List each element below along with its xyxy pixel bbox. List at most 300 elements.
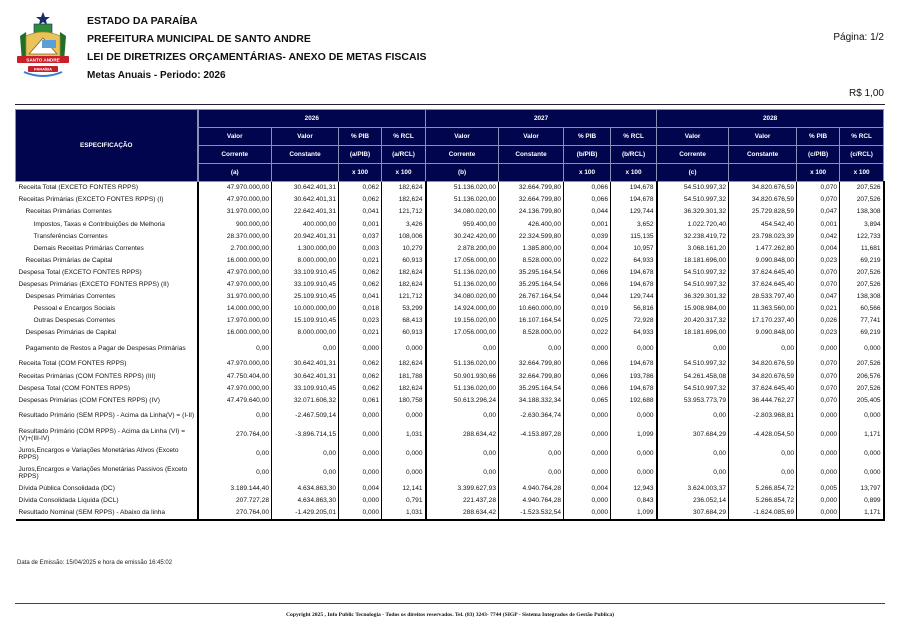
- row-label: Despesa Total (COM FONTES RPPS): [16, 382, 198, 394]
- column-header: Valor: [729, 128, 797, 146]
- cell-value: 17.056.000,00: [426, 255, 499, 267]
- cell-value: 36.329.301,32: [657, 206, 729, 218]
- cell-value: 0,062: [339, 370, 382, 382]
- cell-value: 194,678: [611, 279, 657, 291]
- row-label: Resultado Nominal (SEM RPPS) - Abaixo da linha: [16, 507, 198, 520]
- cell-value: 34.820.676,59: [729, 194, 797, 206]
- cell-value: 0,066: [564, 182, 611, 195]
- cell-value: 307.684,29: [657, 426, 729, 445]
- cell-value: 33.109.910,45: [272, 382, 339, 394]
- cell-value: 51.136.020,00: [426, 182, 499, 195]
- cell-value: 0,022: [564, 255, 611, 267]
- cell-value: -1.523.532,54: [499, 507, 564, 520]
- cell-value: 16.107.164,54: [499, 315, 564, 327]
- cell-value: 0,00: [657, 445, 729, 464]
- cell-value: 23.798.023,39: [729, 230, 797, 242]
- cell-value: 15.908.984,00: [657, 303, 729, 315]
- table-row: [16, 230, 884, 242]
- cell-value: 1,099: [611, 507, 657, 520]
- cell-value: 0,003: [339, 242, 382, 254]
- column-header: (c/RCL): [840, 146, 884, 164]
- cell-value: 0,018: [339, 303, 382, 315]
- cell-value: 0,000: [840, 407, 884, 426]
- cell-value: 0,000: [797, 507, 840, 520]
- cell-value: 138,308: [840, 206, 884, 218]
- cell-value: 0,023: [339, 315, 382, 327]
- column-header: % PIB: [797, 128, 840, 146]
- cell-value: -4.153.897,28: [499, 426, 564, 445]
- column-header: x 100: [382, 164, 426, 182]
- cell-value: 0,044: [564, 291, 611, 303]
- column-header: (a/PIB): [339, 146, 382, 164]
- cell-value: 0,062: [339, 358, 382, 370]
- row-label: Despesa Total (EXCETO FONTES RPPS): [16, 267, 198, 279]
- cell-value: 0,899: [840, 495, 884, 507]
- cell-value: 36.444.762,27: [729, 395, 797, 407]
- cell-value: 0,001: [564, 218, 611, 230]
- cell-value: 31.970.000,00: [198, 291, 272, 303]
- cell-value: 206,576: [840, 370, 884, 382]
- cell-value: 9.090.848,00: [729, 327, 797, 339]
- cell-value: 0,00: [499, 339, 564, 358]
- cell-value: 60,913: [382, 327, 426, 339]
- table-row: [16, 218, 884, 230]
- cell-value: 0,047: [797, 206, 840, 218]
- cell-value: 34.188.332,34: [499, 395, 564, 407]
- cell-value: 122,733: [840, 230, 884, 242]
- cell-value: 54.510.997,32: [657, 279, 729, 291]
- cell-value: 28.370.000,00: [198, 230, 272, 242]
- cell-value: 0,000: [382, 339, 426, 358]
- cell-value: 30.642.401,31: [272, 194, 339, 206]
- column-header: % RCL: [611, 128, 657, 146]
- table-row: [16, 267, 884, 279]
- column-header: [272, 164, 339, 182]
- cell-value: 207,526: [840, 182, 884, 195]
- cell-value: 0,000: [840, 445, 884, 464]
- cell-value: 37.624.645,40: [729, 267, 797, 279]
- cell-value: 0,041: [339, 206, 382, 218]
- cell-value: 900.000,00: [198, 218, 272, 230]
- cell-value: 115,135: [611, 230, 657, 242]
- cell-value: 3,652: [611, 218, 657, 230]
- cell-value: 0,000: [382, 464, 426, 483]
- cell-value: 0,000: [564, 445, 611, 464]
- cell-value: 51.136.020,00: [426, 194, 499, 206]
- cell-value: 34.820.676,59: [729, 358, 797, 370]
- cell-value: 0,070: [797, 370, 840, 382]
- table-row: [16, 464, 884, 483]
- cell-value: 10,957: [611, 242, 657, 254]
- cell-value: 0,000: [382, 407, 426, 426]
- column-header: x 100: [797, 164, 840, 182]
- cell-value: 182,624: [382, 182, 426, 195]
- cell-value: -1.429.205,01: [272, 507, 339, 520]
- cell-value: 13,797: [840, 483, 884, 495]
- cell-value: 0,062: [339, 267, 382, 279]
- cell-value: 0,00: [198, 407, 272, 426]
- cell-value: 47.970.000,00: [198, 279, 272, 291]
- cell-value: 221.437,28: [426, 495, 499, 507]
- cell-value: 288.634,42: [426, 426, 499, 445]
- cell-value: 129,744: [611, 206, 657, 218]
- cell-value: 22.642.401,31: [272, 206, 339, 218]
- cell-value: 15.109.910,45: [272, 315, 339, 327]
- cell-value: 181,788: [382, 370, 426, 382]
- cell-value: 0,047: [797, 291, 840, 303]
- cell-value: 0,039: [564, 230, 611, 242]
- cell-value: 0,00: [198, 464, 272, 483]
- cell-value: 307.684,29: [657, 507, 729, 520]
- cell-value: 2.878.200,00: [426, 242, 499, 254]
- cell-value: 32.664.799,80: [499, 194, 564, 206]
- cell-value: 68,413: [382, 315, 426, 327]
- cell-value: 0,037: [339, 230, 382, 242]
- table-row: [16, 445, 884, 464]
- cell-value: 30.642.401,31: [272, 358, 339, 370]
- row-label: Pagamento de Restos a Pagar de Despesas Primárias: [16, 339, 198, 358]
- cell-value: 54.510.997,32: [657, 267, 729, 279]
- cell-value: 0,022: [564, 327, 611, 339]
- cell-value: 8.000.000,00: [272, 255, 339, 267]
- row-label: Dívida Consolidada Líquida (DCL): [16, 495, 198, 507]
- cell-value: 33.109.910,45: [272, 279, 339, 291]
- cell-value: 1.385.800,00: [499, 242, 564, 254]
- cell-value: 205,405: [840, 395, 884, 407]
- cell-value: 207,526: [840, 358, 884, 370]
- cell-value: 0,000: [797, 495, 840, 507]
- cell-value: 0,070: [797, 395, 840, 407]
- cell-value: 400.000,00: [272, 218, 339, 230]
- row-label: Despesas Primárias (COM FONTES RPPS) (IV): [16, 395, 198, 407]
- copyright-notice: Copyright 2025 , Info Public Tecnologia - Todos os direitos reservados. Tel. (83) 3243- 7744 (SIGP - Sistema Integrados de Gestão Publica): [286, 612, 614, 618]
- page-number: Página: 1/2: [833, 32, 884, 43]
- cell-value: 0,004: [564, 483, 611, 495]
- row-label: Transferências Correntes: [16, 230, 198, 242]
- cell-value: 50.613.296,24: [426, 395, 499, 407]
- cell-value: 0,00: [272, 339, 339, 358]
- cell-value: 0,00: [426, 339, 499, 358]
- cell-value: 8.000.000,00: [272, 327, 339, 339]
- cell-value: 20.942.401,31: [272, 230, 339, 242]
- cell-value: 270.764,00: [198, 507, 272, 520]
- table-row: [16, 495, 884, 507]
- row-label: Receitas Primárias (EXCETO FONTES RPPS) (I): [16, 194, 198, 206]
- cell-value: 194,678: [611, 358, 657, 370]
- fiscal-goals-table: [15, 109, 885, 521]
- cell-value: 0,00: [272, 445, 339, 464]
- cell-value: 194,678: [611, 194, 657, 206]
- cell-value: 25.109.910,45: [272, 291, 339, 303]
- cell-value: -4.428.054,50: [729, 426, 797, 445]
- table-row: [16, 206, 884, 218]
- cell-value: 24.136.799,80: [499, 206, 564, 218]
- column-header: Valor: [657, 128, 729, 146]
- cell-value: 51.136.020,00: [426, 358, 499, 370]
- column-header: (a): [198, 164, 272, 182]
- cell-value: 0,843: [611, 495, 657, 507]
- cell-value: 4.634.863,30: [272, 483, 339, 495]
- table-row: [16, 395, 884, 407]
- cell-value: 64,933: [611, 327, 657, 339]
- cell-value: 454.542,40: [729, 218, 797, 230]
- cell-value: 0,000: [382, 445, 426, 464]
- cell-value: 34.080.020,00: [426, 291, 499, 303]
- row-label: Receitas Primárias (COM FONTES RPPS) (III): [16, 370, 198, 382]
- row-label: Despesas Primárias (EXCETO FONTES RPPS) (II): [16, 279, 198, 291]
- table-row: [16, 483, 884, 495]
- cell-value: 54.510.997,32: [657, 182, 729, 195]
- column-header: Valor: [499, 128, 564, 146]
- cell-value: 138,308: [840, 291, 884, 303]
- row-label: Despesas Primárias Correntes: [16, 291, 198, 303]
- cell-value: 207,526: [840, 382, 884, 394]
- column-header: [729, 164, 797, 182]
- cell-value: 180,758: [382, 395, 426, 407]
- column-header: Valor: [426, 128, 499, 146]
- table-row: [16, 315, 884, 327]
- cell-value: 16.000.000,00: [198, 255, 272, 267]
- cell-value: 0,00: [657, 464, 729, 483]
- cell-value: 0,025: [564, 315, 611, 327]
- year-header: 2028: [657, 110, 884, 128]
- cell-value: 0,070: [797, 358, 840, 370]
- cell-value: 3.624.003,37: [657, 483, 729, 495]
- cell-value: 182,624: [382, 194, 426, 206]
- cell-value: 1.300.000,00: [272, 242, 339, 254]
- table-row: [16, 358, 884, 370]
- cell-value: 0,070: [797, 182, 840, 195]
- row-label: Receitas Primárias de Capital: [16, 255, 198, 267]
- cell-value: 0,026: [797, 315, 840, 327]
- cell-value: 0,000: [797, 445, 840, 464]
- cell-value: 0,004: [339, 483, 382, 495]
- cell-value: 69,219: [840, 255, 884, 267]
- cell-value: 0,000: [564, 339, 611, 358]
- cell-value: 0,061: [339, 395, 382, 407]
- cell-value: 8.528.000,00: [499, 255, 564, 267]
- cell-value: 0,019: [564, 303, 611, 315]
- table-row: [16, 242, 884, 254]
- cell-value: 0,000: [840, 339, 884, 358]
- cell-value: 14.924.000,00: [426, 303, 499, 315]
- cell-value: 1.477.262,80: [729, 242, 797, 254]
- cell-value: 0,023: [797, 255, 840, 267]
- cell-value: 18.181.696,00: [657, 255, 729, 267]
- municipal-coat-of-arms-logo: [12, 10, 74, 80]
- cell-value: 207,526: [840, 194, 884, 206]
- row-label: Dívida Pública Consolidada (DC): [16, 483, 198, 495]
- cell-value: 34.820.676,59: [729, 370, 797, 382]
- row-label: Resultado Primário (COM RPPS) - Acima da Linha (VI) = (V)+(III-IV): [16, 426, 198, 445]
- cell-value: 0,00: [499, 445, 564, 464]
- row-label: Pessoal e Encargos Sociais: [16, 303, 198, 315]
- header-state: ESTADO DA PARAÍBA: [87, 15, 198, 27]
- cell-value: 34.080.020,00: [426, 206, 499, 218]
- column-header: % PIB: [564, 128, 611, 146]
- column-header: (c): [657, 164, 729, 182]
- table-row: [16, 182, 884, 195]
- column-header: (b/RCL): [611, 146, 657, 164]
- column-header: Valor: [272, 128, 339, 146]
- cell-value: 32.664.799,80: [499, 182, 564, 195]
- cell-value: 47.970.000,00: [198, 267, 272, 279]
- row-label: Receita Total (COM FONTES RPPS): [16, 358, 198, 370]
- cell-value: 4.634.863,30: [272, 495, 339, 507]
- cell-value: 37.624.645,40: [729, 382, 797, 394]
- cell-value: 69,219: [840, 327, 884, 339]
- cell-value: 0,062: [339, 382, 382, 394]
- cell-value: 121,712: [382, 291, 426, 303]
- column-header: x 100: [840, 164, 884, 182]
- table-row: [16, 327, 884, 339]
- cell-value: 270.764,00: [198, 426, 272, 445]
- cell-value: 182,624: [382, 279, 426, 291]
- cell-value: 51.136.020,00: [426, 279, 499, 291]
- cell-value: 0,066: [564, 370, 611, 382]
- cell-value: 56,816: [611, 303, 657, 315]
- cell-value: 0,000: [564, 426, 611, 445]
- cell-value: 26.767.164,54: [499, 291, 564, 303]
- cell-value: 0,00: [198, 339, 272, 358]
- cell-value: 0,004: [797, 242, 840, 254]
- cell-value: 33.109.910,45: [272, 267, 339, 279]
- cell-value: 0,062: [339, 194, 382, 206]
- table-row: [16, 507, 884, 520]
- column-header: (c/PIB): [797, 146, 840, 164]
- cell-value: 10.660.000,00: [499, 303, 564, 315]
- cell-value: 0,066: [564, 267, 611, 279]
- currency-unit: R$ 1,00: [848, 88, 884, 99]
- cell-value: 25.729.828,59: [729, 206, 797, 218]
- cell-value: 54.510.997,32: [657, 194, 729, 206]
- cell-value: 30.642.401,31: [272, 182, 339, 195]
- cell-value: 19.156.020,00: [426, 315, 499, 327]
- cell-value: 182,624: [382, 267, 426, 279]
- cell-value: 10,279: [382, 242, 426, 254]
- cell-value: 0,044: [564, 206, 611, 218]
- row-label: Demais Receitas Primárias Correntes: [16, 242, 198, 254]
- cell-value: 0,070: [797, 279, 840, 291]
- cell-value: 182,624: [382, 382, 426, 394]
- column-header: (b): [426, 164, 499, 182]
- cell-value: 47.970.000,00: [198, 382, 272, 394]
- column-header-specification: ESPECIFICAÇÃO: [16, 110, 198, 182]
- cell-value: 1,031: [382, 426, 426, 445]
- row-label: Juros,Encargos e Variações Monetárias Ativos (Exceto RPPS): [16, 445, 198, 464]
- cell-value: 0,005: [797, 483, 840, 495]
- cell-value: 182,624: [382, 358, 426, 370]
- cell-value: 0,065: [564, 395, 611, 407]
- column-header: (a/RCL): [382, 146, 426, 164]
- cell-value: 0,000: [564, 407, 611, 426]
- cell-value: 32.071.606,32: [272, 395, 339, 407]
- cell-value: 72,928: [611, 315, 657, 327]
- cell-value: 17.970.000,00: [198, 315, 272, 327]
- cell-value: 0,021: [339, 327, 382, 339]
- cell-value: 108,006: [382, 230, 426, 242]
- cell-value: 9.090.848,00: [729, 255, 797, 267]
- cell-value: 0,004: [564, 242, 611, 254]
- cell-value: 3.068.161,20: [657, 242, 729, 254]
- cell-value: 30.642.401,31: [272, 370, 339, 382]
- cell-value: -2.467.509,14: [272, 407, 339, 426]
- cell-value: 0,066: [564, 358, 611, 370]
- cell-value: 1,171: [840, 507, 884, 520]
- cell-value: 53.953.773,79: [657, 395, 729, 407]
- footer-divider: [15, 603, 885, 604]
- cell-value: 0,00: [426, 464, 499, 483]
- cell-value: 5.266.854,72: [729, 483, 797, 495]
- cell-value: 0,000: [611, 407, 657, 426]
- cell-value: 0,062: [339, 279, 382, 291]
- cell-value: 0,000: [339, 339, 382, 358]
- cell-value: 3,426: [382, 218, 426, 230]
- column-header: Corrente: [657, 146, 729, 164]
- column-header: Valor: [198, 128, 272, 146]
- cell-value: 0,000: [339, 507, 382, 520]
- column-header: Constante: [499, 146, 564, 164]
- emission-date: Data de Emissão: 15/04/2025 e hora de emissão 16:45:02: [17, 560, 173, 566]
- cell-value: 4.940.764,28: [499, 495, 564, 507]
- cell-value: 32.664.799,80: [499, 370, 564, 382]
- column-header: x 100: [611, 164, 657, 182]
- cell-value: 0,00: [426, 407, 499, 426]
- cell-value: 0,00: [198, 445, 272, 464]
- table-row: [16, 194, 884, 206]
- cell-value: 0,00: [272, 464, 339, 483]
- cell-value: 0,062: [339, 182, 382, 195]
- cell-value: 0,042: [797, 230, 840, 242]
- cell-value: 8.528.000,00: [499, 327, 564, 339]
- cell-value: 0,000: [564, 464, 611, 483]
- cell-value: 0,066: [564, 382, 611, 394]
- column-header: Constante: [729, 146, 797, 164]
- cell-value: 17.056.000,00: [426, 327, 499, 339]
- table-row: [16, 382, 884, 394]
- cell-value: 194,678: [611, 267, 657, 279]
- cell-value: 0,00: [729, 339, 797, 358]
- cell-value: 0,00: [657, 407, 729, 426]
- cell-value: 0,000: [611, 339, 657, 358]
- cell-value: 0,00: [729, 464, 797, 483]
- header-municipality: PREFEITURA MUNICIPAL DE SANTO ANDRE: [87, 33, 311, 45]
- cell-value: 0,066: [564, 279, 611, 291]
- cell-value: 0,000: [797, 464, 840, 483]
- column-header: Corrente: [198, 146, 272, 164]
- cell-value: 0,000: [611, 464, 657, 483]
- cell-value: 60,566: [840, 303, 884, 315]
- cell-value: 14.000.000,00: [198, 303, 272, 315]
- cell-value: 207,526: [840, 267, 884, 279]
- cell-value: 1,031: [382, 507, 426, 520]
- cell-value: 0,000: [840, 464, 884, 483]
- column-header: % PIB: [339, 128, 382, 146]
- cell-value: 207,526: [840, 279, 884, 291]
- cell-value: 54.261.458,08: [657, 370, 729, 382]
- cell-value: 11.363.560,00: [729, 303, 797, 315]
- cell-value: 288.634,42: [426, 507, 499, 520]
- column-header: % RCL: [382, 128, 426, 146]
- cell-value: 51.136.020,00: [426, 267, 499, 279]
- cell-value: 18.181.696,00: [657, 327, 729, 339]
- row-label: Impostos, Taxas e Contribuições de Melhoria: [16, 218, 198, 230]
- cell-value: 0,00: [657, 339, 729, 358]
- cell-value: 12,141: [382, 483, 426, 495]
- cell-value: 3.189.144,40: [198, 483, 272, 495]
- cell-value: 0,000: [339, 495, 382, 507]
- row-label: Juros,Encargos e Variações Monetárias Passivos (Exceto RPPS): [16, 464, 198, 483]
